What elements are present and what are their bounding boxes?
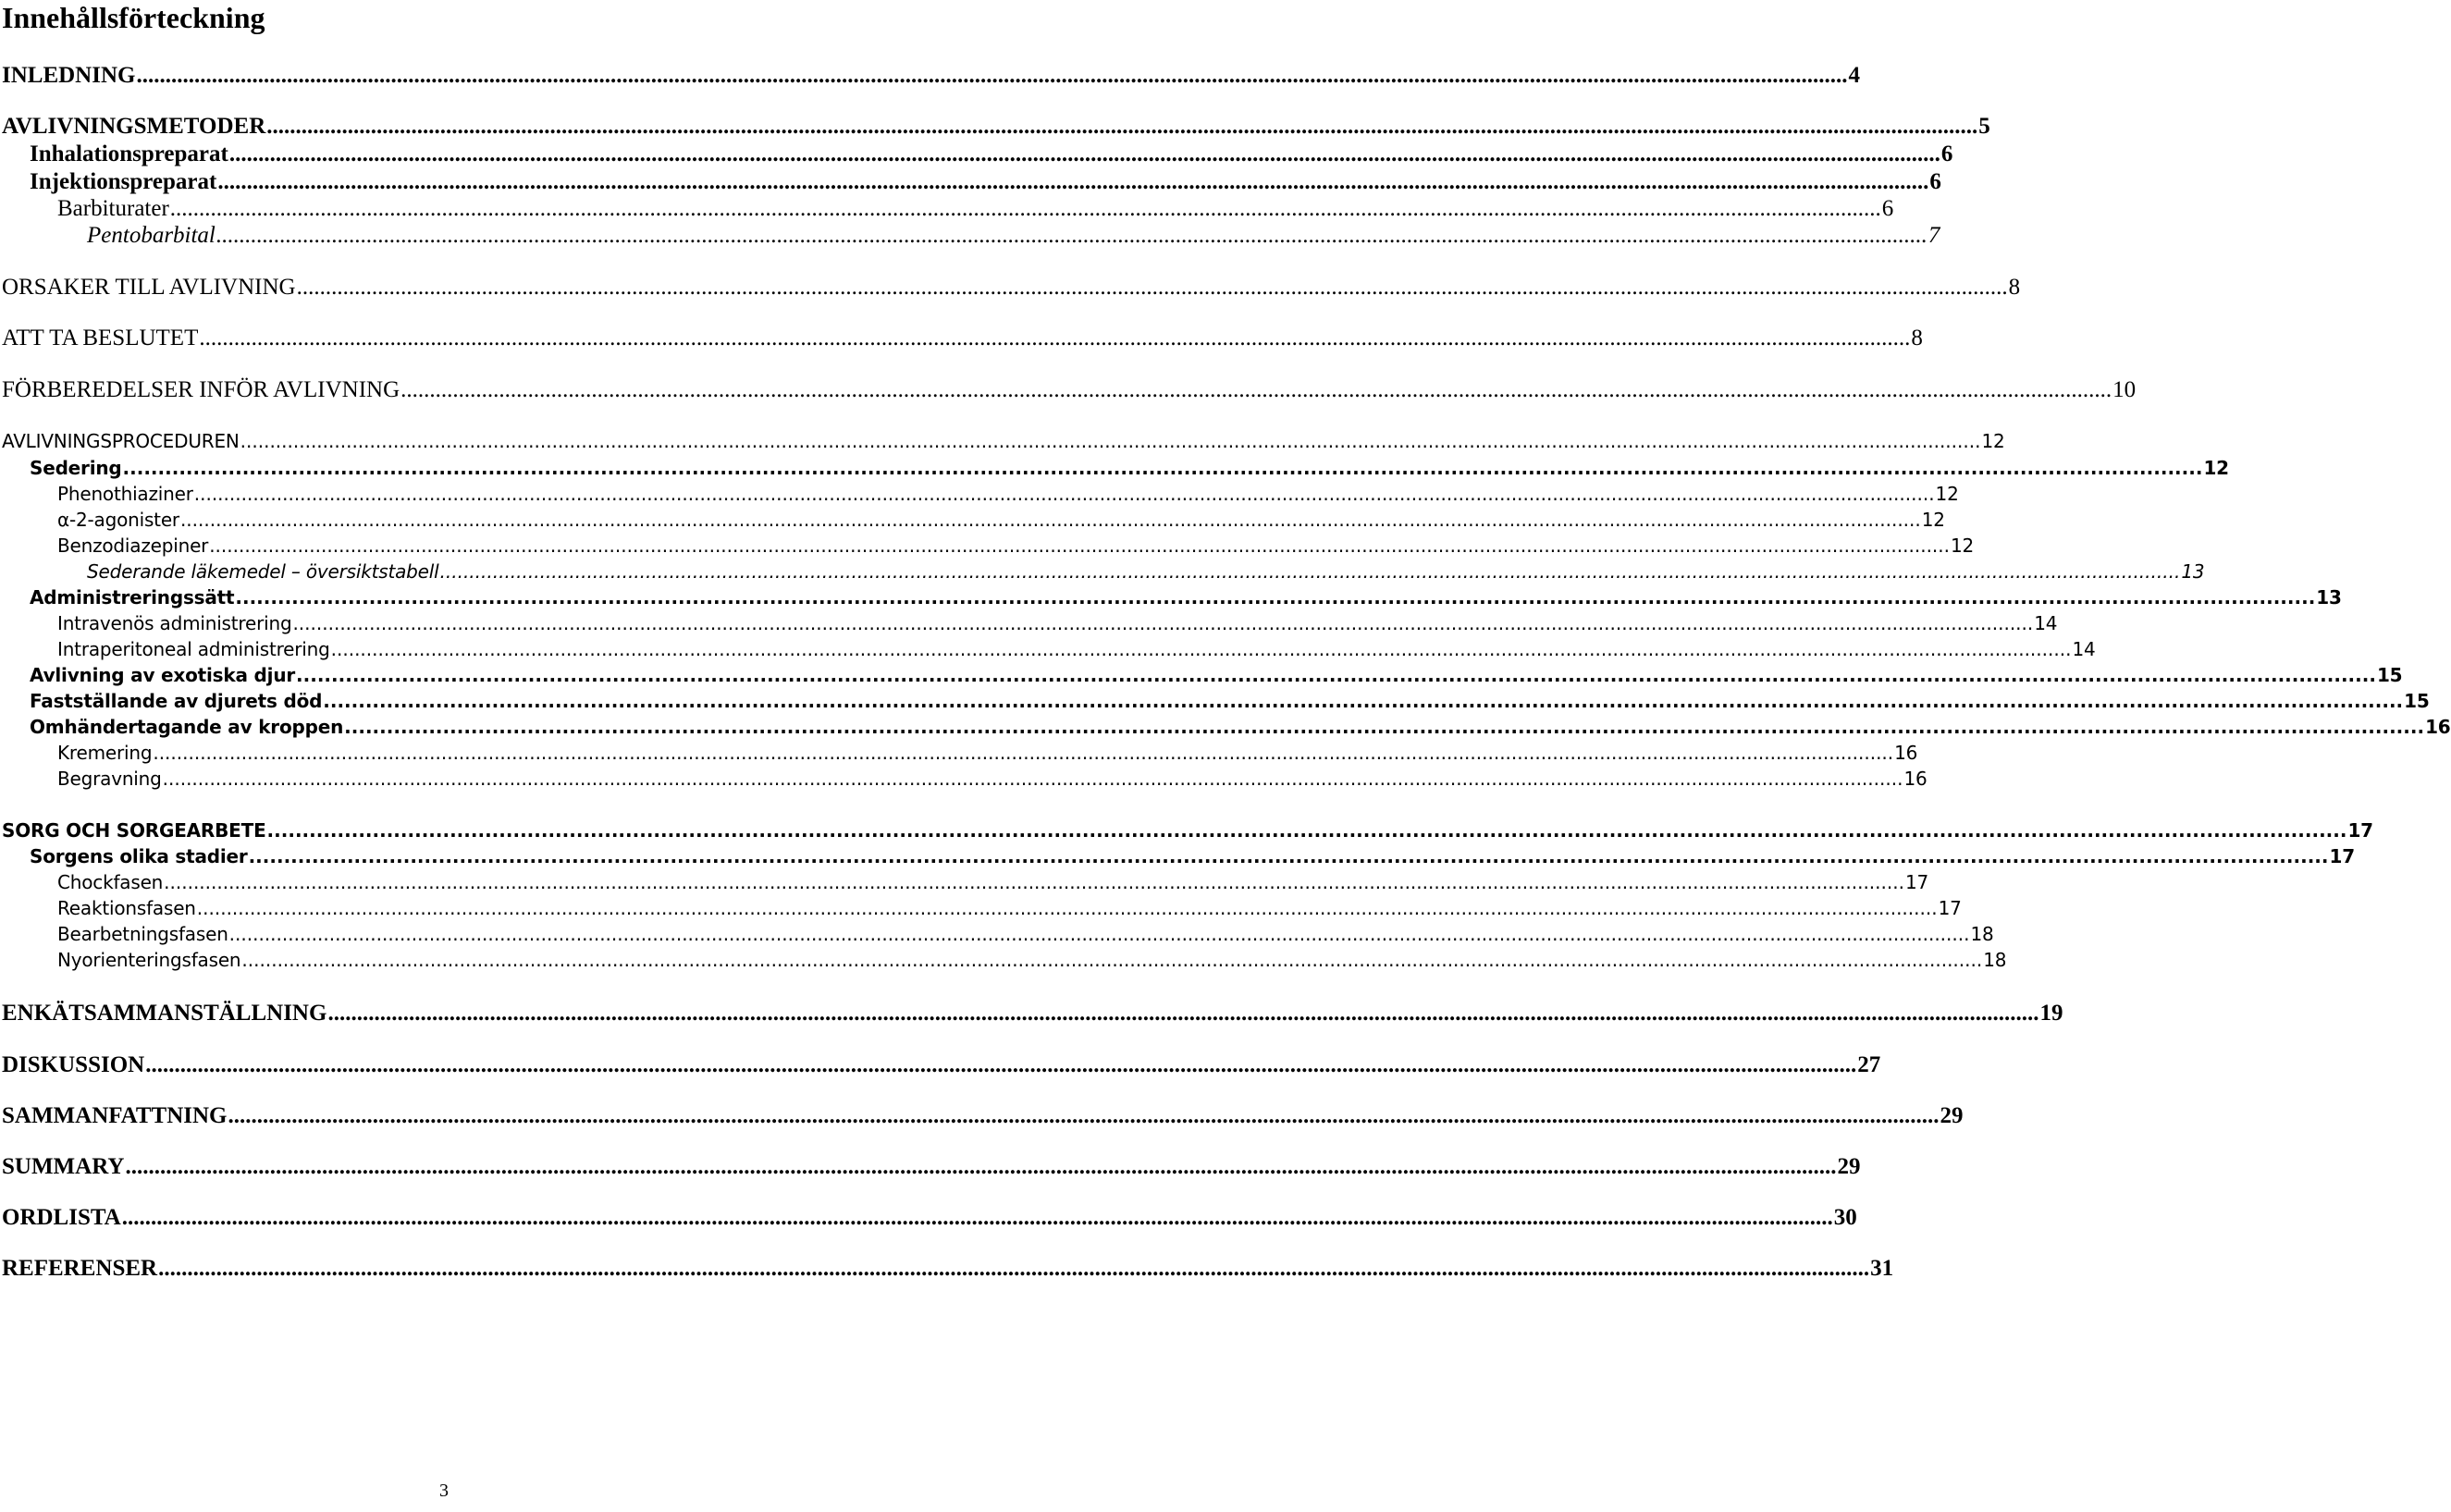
- toc-entry[interactable]: [2, 63, 1860, 91]
- toc-entry-title: Barbiturater: [57, 196, 169, 221]
- toc-leader-dots: ........................................................................................................................................................................................................................................................................................................: [323, 690, 2404, 712]
- toc-leader-dots: ........................................................................................................................................................................................................................................................................................................: [136, 63, 1848, 88]
- toc-entry[interactable]: [2, 377, 2137, 405]
- toc-entry[interactable]: [30, 664, 2403, 692]
- toc-entry-page-number: 15: [2376, 664, 2403, 686]
- toc-entry-title: Sedering: [30, 457, 122, 479]
- toc-entry-page-number: 29: [1940, 1103, 1964, 1128]
- toc-entry-page-number: 7: [1928, 223, 1940, 248]
- toc-leader-dots: ........................................................................................................................................................................................................................................................................................................: [122, 457, 2203, 479]
- toc-entry-title: ENKÄTSAMMANSTÄLLNING: [2, 1001, 327, 1026]
- toc-entry[interactable]: [30, 169, 1941, 197]
- toc-entry-page-number: 6: [1929, 169, 1941, 194]
- toc-entry-title: Intravenös administrering: [57, 612, 292, 634]
- toc-entry[interactable]: [30, 586, 2342, 614]
- toc-entry-title: AVLIVNINGSMETODER: [2, 114, 266, 139]
- toc-entry-title: DISKUSSION: [2, 1052, 145, 1077]
- toc-entry-page-number: 12: [1951, 535, 1975, 557]
- toc-entry[interactable]: [2, 819, 2373, 847]
- toc-leader-dots: ........................................................................................................................................................................................................................................................................................................: [248, 845, 2329, 867]
- toc-entry-page-number: 16: [1903, 768, 1928, 790]
- toc-entry-title: REFERENSER: [2, 1256, 158, 1281]
- toc-entry-title: Begravning: [57, 768, 162, 790]
- toc-leader-dots: ........................................................................................................................................................................................................................................................................................................: [216, 223, 1928, 248]
- toc-leader-dots: ........................................................................................................................................................................................................................................................................................................: [266, 114, 1978, 139]
- toc-entry[interactable]: [87, 223, 1940, 251]
- toc-entry-title: ATT TA BESLUTET: [2, 326, 199, 350]
- toc-entry[interactable]: [30, 690, 2430, 718]
- toc-entry-title: Phenothiaziner: [57, 483, 193, 505]
- toc-entry[interactable]: [57, 509, 1945, 536]
- toc-entry-title: Fastställande av djurets död: [30, 690, 323, 712]
- toc-entry-title: SORG OCH SORGEARBETE: [2, 819, 266, 842]
- toc-entry-title: Sorgens olika stadier: [30, 845, 248, 867]
- toc-leader-dots: ........................................................................................................................................................................................................................................................................................................: [228, 141, 1940, 166]
- page-number: 3: [439, 1481, 449, 1501]
- toc-entry[interactable]: [57, 923, 1994, 951]
- toc-entry-title: Injektionspreparat: [30, 169, 217, 194]
- toc-entry-title: Nyorienteringsfasen: [57, 949, 241, 971]
- toc-entry[interactable]: [57, 949, 2007, 977]
- toc-leader-dots: ........................................................................................................................................................................................................................................................................................................: [145, 1052, 1857, 1077]
- toc-entry-title: AVLIVNINGSPROCEDUREN: [2, 430, 240, 452]
- toc-entry-page-number: 12: [2203, 457, 2229, 479]
- toc-entry-title: Benzodiazepiner: [57, 535, 209, 557]
- toc-entry-page-number: 18: [1983, 949, 2007, 971]
- toc-entry-title: INLEDNING: [2, 63, 136, 88]
- toc-entry[interactable]: [57, 638, 2096, 666]
- toc-entry-page-number: 8: [1911, 326, 1923, 350]
- toc-leader-dots: ........................................................................................................................................................................................................................................................................................................: [125, 1154, 1837, 1179]
- toc-entry[interactable]: [2, 275, 2021, 302]
- toc-entry-page-number: 12: [1981, 430, 2005, 452]
- toc-entry-title: FÖRBEREDELSER INFÖR AVLIVNING: [2, 377, 400, 402]
- toc-entry[interactable]: [2, 114, 1990, 141]
- toc-leader-dots: ........................................................................................................................................................................................................................................................................................................: [196, 897, 1938, 919]
- page-title: Innehållsförteckning: [2, 1, 265, 34]
- toc-entry-title: Sederande läkemedel – översiktstabell: [87, 560, 439, 583]
- toc-leader-dots: ........................................................................................................................................................................................................................................................................................................: [169, 196, 1881, 221]
- toc-entry-title: Bearbetningsfasen: [57, 923, 228, 945]
- toc-entry[interactable]: [57, 742, 1918, 769]
- toc-entry-title: Administreringssätt: [30, 586, 235, 608]
- toc-entry-title: ORDLISTA: [2, 1205, 121, 1230]
- toc-entry-page-number: 19: [2039, 1001, 2063, 1026]
- toc-entry[interactable]: [2, 326, 1923, 353]
- toc-entry-page-number: 8: [2008, 275, 2021, 300]
- toc-entry-page-number: 12: [1935, 483, 1959, 505]
- toc-entry-page-number: 5: [1978, 114, 1990, 139]
- toc-entry[interactable]: [2, 1103, 1964, 1131]
- toc-entry-title: Inhalationspreparat: [30, 141, 228, 166]
- toc-entry-title: Reaktionsfasen: [57, 897, 196, 919]
- toc-leader-dots: ........................................................................................................................................................................................................................................................................................................: [209, 535, 1950, 557]
- toc-entry[interactable]: [2, 1154, 1861, 1182]
- toc-entry-page-number: 31: [1870, 1256, 1894, 1281]
- toc-entry-title: SAMMANFATTNING: [2, 1103, 228, 1128]
- toc-leader-dots: ........................................................................................................................................................................................................................................................................................................: [296, 664, 2376, 686]
- toc-leader-dots: ........................................................................................................................................................................................................................................................................................................: [296, 275, 2008, 300]
- toc-entry-page-number: 17: [1904, 871, 1929, 893]
- toc-entry[interactable]: [30, 457, 2229, 485]
- toc-entry[interactable]: [2, 1001, 2063, 1028]
- toc-entry-page-number: 6: [1940, 141, 1953, 166]
- toc-entry[interactable]: [2, 1205, 1857, 1233]
- toc-entry-page-number: 16: [2425, 716, 2451, 738]
- toc-entry-page-number: 18: [1970, 923, 1994, 945]
- toc-entry-title: Pentobarbital: [87, 223, 216, 248]
- toc-entry[interactable]: [57, 196, 1894, 224]
- toc-entry-page-number: 15: [2404, 690, 2430, 712]
- toc-entry-title: Intraperitoneal administrering: [57, 638, 330, 660]
- toc-leader-dots: ........................................................................................................................................................................................................................................................................................................: [228, 923, 1970, 945]
- toc-leader-dots: ........................................................................................................................................................................................................................................................................................................: [162, 768, 1903, 790]
- toc-entry-title: α-2-agonister: [57, 509, 179, 531]
- toc-entry[interactable]: [2, 1256, 1894, 1284]
- toc-entry-page-number: 13: [2316, 586, 2342, 608]
- toc-leader-dots: ........................................................................................................................................................................................................................................................................................................: [266, 819, 2347, 842]
- toc-entry-page-number: 17: [2347, 819, 2373, 842]
- toc-leader-dots: ........................................................................................................................................................................................................................................................................................................: [439, 560, 2181, 583]
- toc-leader-dots: ........................................................................................................................................................................................................................................................................................................: [235, 586, 2316, 608]
- toc-entry[interactable]: [2, 1052, 1881, 1080]
- toc-entry-page-number: 16: [1894, 742, 1918, 764]
- toc-entry[interactable]: [57, 535, 1975, 562]
- toc-entry[interactable]: [87, 560, 2205, 588]
- toc-leader-dots: ........................................................................................................................................................................................................................................................................................................: [217, 169, 1929, 194]
- toc-leader-dots: ........................................................................................................................................................................................................................................................................................................: [179, 509, 1921, 531]
- toc-entry-page-number: 17: [2329, 845, 2355, 867]
- toc-leader-dots: ........................................................................................................................................................................................................................................................................................................: [400, 377, 2112, 402]
- toc-leader-dots: ........................................................................................................................................................................................................................................................................................................: [121, 1205, 1833, 1230]
- toc-leader-dots: ........................................................................................................................................................................................................................................................................................................: [327, 1001, 2039, 1026]
- toc-leader-dots: ........................................................................................................................................................................................................................................................................................................: [241, 949, 1983, 971]
- toc-entry[interactable]: [57, 897, 1962, 925]
- toc-entry[interactable]: [30, 716, 2451, 744]
- toc-entry-title: ORSAKER TILL AVLIVNING: [2, 275, 296, 300]
- toc-entry-title: Chockfasen: [57, 871, 164, 893]
- toc-leader-dots: ........................................................................................................................................................................................................................................................................................................: [292, 612, 2034, 634]
- toc-leader-dots: ........................................................................................................................................................................................................................................................................................................: [228, 1103, 1940, 1128]
- toc-leader-dots: ........................................................................................................................................................................................................................................................................................................: [344, 716, 2425, 738]
- toc-leader-dots: ........................................................................................................................................................................................................................................................................................................: [193, 483, 1935, 505]
- toc-entry-page-number: 12: [1921, 509, 1945, 531]
- toc-entry-title: Avlivning av exotiska djur: [30, 664, 296, 686]
- toc-entry-page-number: 13: [2181, 560, 2205, 583]
- toc-entry[interactable]: [2, 430, 2005, 458]
- toc-entry-page-number: 10: [2112, 377, 2137, 402]
- toc-entry-title: Omhändertagande av kroppen: [30, 716, 344, 738]
- toc-entry-title: Kremering: [57, 742, 153, 764]
- toc-entry-title: SUMMARY: [2, 1154, 125, 1179]
- toc-entry-page-number: 30: [1833, 1205, 1857, 1230]
- toc-leader-dots: ........................................................................................................................................................................................................................................................................................................: [158, 1256, 1870, 1281]
- toc-entry-page-number: 29: [1837, 1154, 1861, 1179]
- toc-entry-page-number: 4: [1848, 63, 1860, 88]
- toc-entry[interactable]: [57, 612, 2058, 640]
- toc-leader-dots: ........................................................................................................................................................................................................................................................................................................: [164, 871, 1904, 893]
- toc-leader-dots: ........................................................................................................................................................................................................................................................................................................: [330, 638, 2072, 660]
- toc-entry-page-number: 14: [2072, 638, 2096, 660]
- toc-entry-page-number: 27: [1857, 1052, 1881, 1077]
- toc-entry-page-number: 14: [2034, 612, 2058, 634]
- toc-entry[interactable]: [30, 141, 1953, 169]
- toc-leader-dots: ........................................................................................................................................................................................................................................................................................................: [153, 742, 1894, 764]
- toc-leader-dots: ........................................................................................................................................................................................................................................................................................................: [199, 326, 1911, 350]
- toc-entry-page-number: 17: [1938, 897, 1962, 919]
- toc-entry[interactable]: [57, 871, 1929, 899]
- toc-entry[interactable]: [57, 483, 1959, 510]
- toc-entry[interactable]: [30, 845, 2355, 873]
- toc-entry-page-number: 6: [1881, 196, 1894, 221]
- toc-entry[interactable]: [57, 768, 1928, 795]
- toc-leader-dots: ........................................................................................................................................................................................................................................................................................................: [240, 430, 1981, 452]
